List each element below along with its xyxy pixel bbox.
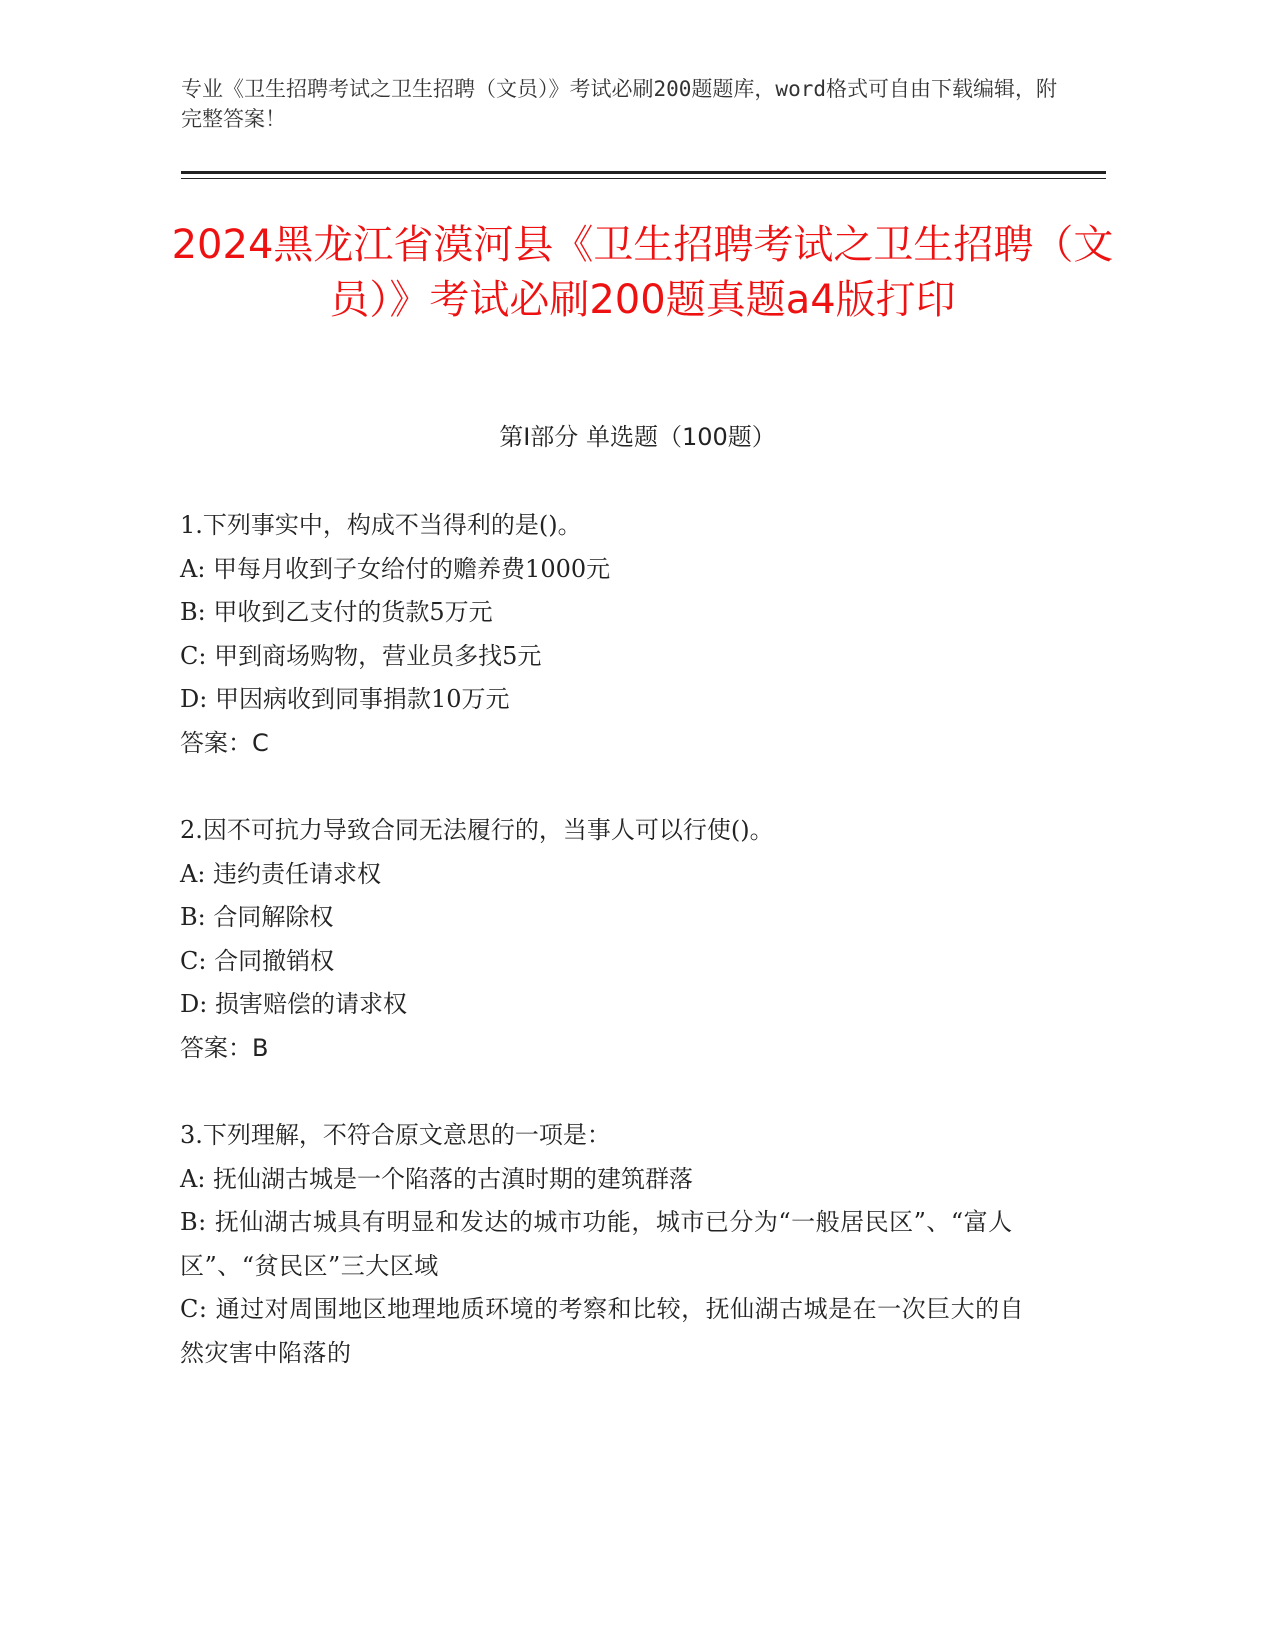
section-title: 第Ⅰ部分 单选题（100题） bbox=[499, 423, 776, 451]
option-b: B: 甲收到乙支付的货款5万元 bbox=[180, 598, 493, 626]
option-a: A: 甲每月收到子女给付的赡养费1000元 bbox=[180, 554, 611, 583]
question-stem: 2.因不可抗力导致合同无法履行的，当事人可以行使()。 bbox=[180, 816, 774, 844]
header-note: 专业《卫生招聘考试之卫生招聘（文员）》考试必刷200题题库，word格式可自由下载编辑，附完整答案！ bbox=[181, 77, 1057, 131]
header-divider-thin bbox=[181, 178, 1106, 179]
answer-line: 答案：B bbox=[180, 1033, 269, 1062]
question-2 bbox=[180, 809, 1040, 1070]
question-stem: 3.下列理解，不符合原文意思的一项是： bbox=[180, 1121, 611, 1149]
question-stem: 1.下列事实中，构成不当得利的是()。 bbox=[180, 511, 582, 539]
question-list bbox=[180, 504, 1040, 1419]
option-d: D: 甲因病收到同事捐款10万元 bbox=[180, 685, 510, 713]
option-b: B: 合同解除权 bbox=[180, 903, 334, 931]
option-b: B: 抚仙湖古城具有明显和发达的城市功能，城市已分为“一般居民区”、“富人区”、“贫民区”三大区域 bbox=[180, 1208, 1013, 1280]
question-3 bbox=[180, 1114, 1040, 1375]
option-a: A: 违约责任请求权 bbox=[180, 859, 382, 888]
option-c: C: 甲到商场购物，营业员多找5元 bbox=[180, 641, 542, 670]
option-c: C: 合同撤销权 bbox=[180, 946, 335, 975]
option-a: A: 抚仙湖古城是一个陷落的古滇时期的建筑群落 bbox=[180, 1164, 694, 1193]
option-c: C: 通过对周围地区地理地质环境的考察和比较，抚仙湖古城是在一次巨大的自然灾害中陷落的 bbox=[180, 1295, 1025, 1367]
question-1 bbox=[180, 504, 1040, 765]
document-title: 2024黑龙江省漠河县《卫生招聘考试之卫生招聘（文员）》考试必刷200题真题a4版打印 bbox=[171, 222, 1114, 323]
answer-line: 答案：C bbox=[180, 728, 269, 757]
header-divider-thick bbox=[181, 171, 1106, 174]
option-d: D: 损害赔偿的请求权 bbox=[180, 990, 407, 1018]
